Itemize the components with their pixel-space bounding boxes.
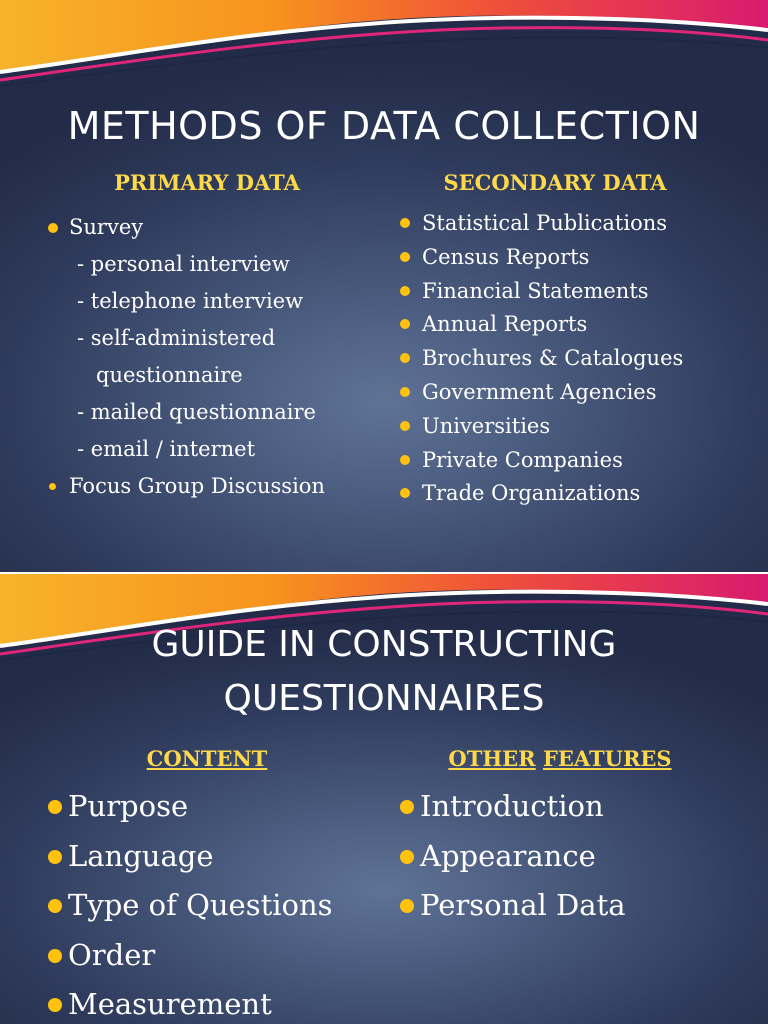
list-item-label: Financial Statements [422,278,649,303]
list-item-label: Government Agencies [422,379,657,404]
list-item [46,883,333,933]
list-item [400,308,683,342]
bullet-icon [400,218,410,228]
content-heading: CONTENT [146,746,268,771]
list-item [400,241,683,275]
slide-title-line-2: QUESTIONNAIRES [223,678,545,719]
list-item [48,321,325,358]
list-item-label: Type of Questions [68,888,333,922]
list-item-label: Trade Organizations [422,481,641,506]
bullet-icon [48,850,62,864]
bullet-icon [400,455,410,465]
list-item [48,432,325,469]
bullet-icon [400,421,410,431]
bullet-icon [48,800,62,814]
list-item [46,834,333,884]
list-item-label: Survey [69,215,144,239]
other-features-heading [390,746,730,771]
list-item [400,275,683,309]
list-item-label: - personal interview [77,252,290,276]
bullet-icon [48,899,62,913]
other-features-list [398,784,626,933]
list-item [48,395,325,432]
list-item-label: - telephone interview [77,289,304,313]
list-item-label: Personal Data [420,888,626,922]
secondary-data-heading: SECONDARY DATA [443,170,667,195]
bullet-icon [48,998,62,1012]
list-item [48,358,325,395]
bullet-icon [48,949,62,963]
list-item [48,284,325,321]
primary-data-list [48,210,325,506]
bullet-icon [400,899,414,913]
list-item-label: Census Reports [422,244,590,269]
slide-title-line-1: GUIDE IN CONSTRUCTING [151,624,617,665]
list-item [46,933,333,983]
list-item [400,376,683,410]
bullet-icon [400,387,410,397]
list-item-label: Language [68,838,214,873]
list-item [398,784,626,834]
bullet-icon [49,483,56,490]
list-item-label: Universities [422,413,551,438]
list-item-label: Order [68,937,156,972]
list-item-label: Annual Reports [422,312,588,337]
other-features-heading-word: OTHER [448,746,536,771]
content-list [46,784,333,1024]
list-item-label: Measurement [68,987,272,1021]
bullet-icon [400,850,414,864]
list-item [46,982,333,1024]
list-item [398,883,626,933]
list-item-label: Appearance [420,838,596,873]
list-item-label: Purpose [68,789,189,823]
list-item-label: Private Companies [422,447,623,472]
slide-title: METHODS OF DATA COLLECTION [67,104,701,148]
list-item-label: questionnaire [96,363,243,387]
bullet-icon [400,353,410,363]
list-item [398,834,626,884]
list-item-label: Brochures & Catalogues [422,346,684,371]
list-item [400,444,683,478]
list-item [48,247,325,284]
other-features-heading-word: FEATURES [542,746,672,771]
bullet-icon [400,286,410,296]
list-item [400,207,683,241]
secondary-data-list [400,207,683,511]
list-item-label: Focus Group Discussion [69,474,325,498]
bullet-icon [48,223,58,233]
bullet-icon [400,319,410,329]
list-item [48,469,325,506]
bullet-icon [400,800,414,814]
list-item-label: - self-administered [77,326,276,350]
list-item [400,342,683,376]
primary-data-heading: PRIMARY DATA [114,170,300,195]
list-item [400,477,683,511]
list-item-label: - email / internet [77,437,256,461]
list-item [46,784,333,834]
list-item-label: Statistical Publications [422,211,668,235]
slide-guide-in-constructing-questionnaires [0,574,768,1024]
decorative-swoosh-banner [0,0,768,90]
list-item-label: - mailed questionnaire [77,400,316,424]
bullet-icon [400,488,410,498]
list-item-label: Introduction [420,789,604,823]
list-item [48,210,325,247]
list-item [400,410,683,444]
bullet-icon [400,252,410,262]
